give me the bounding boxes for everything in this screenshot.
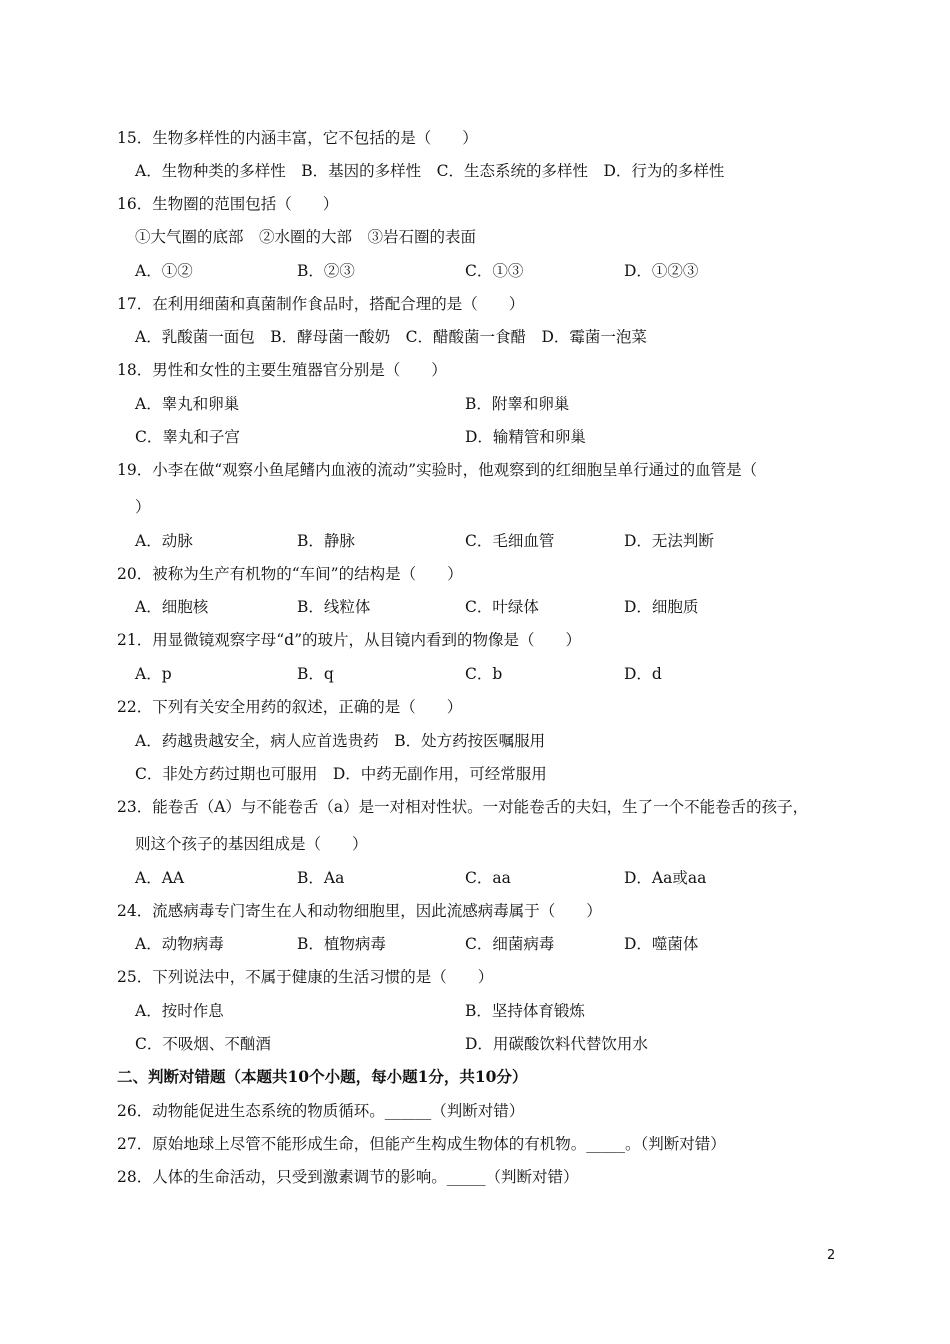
question-18-stem: 18．男性和女性的主要生殖器官分别是（ ） [117,361,447,379]
question-18-option-d: D．输精管和卵巢 [465,428,586,446]
question-24-option-b: B．植物病毒 [297,935,386,953]
question-20-option-a: A．细胞核 [135,598,209,616]
question-19-option-d: D．无法判断 [624,532,714,550]
question-16-option-b: B．②③ [297,262,355,280]
question-26: 26．动物能促进生态系统的物质循环。______（判断对错） [117,1102,525,1120]
question-21-stem: 21．用显微镜观察字母“d”的玻片，从目镜内看到的物像是（ ） [117,631,581,649]
question-24-option-a: A．动物病毒 [135,935,224,953]
question-24-option-c: C．细菌病毒 [465,935,555,953]
question-27: 27．原始地球上尽管不能形成生命，但能产生构成生物体的有机物。_____。（判断对错） [117,1135,726,1153]
question-16-option-c: C．①③ [465,262,524,280]
page-number: 2 [827,1248,836,1263]
question-25-option-b: B．坚持体育锻炼 [465,1002,585,1020]
section-2-heading: 二、判断对错题（本题共10个小题，每小题1分，共10分） [117,1067,528,1086]
question-23-option-b: B．Aa [297,869,345,887]
question-25-option-c: C．不吸烟、不酗酒 [135,1035,271,1053]
question-21-option-a: A．p [135,665,172,683]
question-22-options-line2: C．非处方药过期也可服用 D．中药无副作用，可经常服用 [135,765,547,783]
question-23-stem-cont: 则这个孩子的基因组成是（ ） [135,835,368,853]
question-19-option-c: C．毛细血管 [465,532,555,550]
question-16-option-d: D．①②③ [624,262,699,280]
question-22-options-line1: A．药越贵越安全，病人应首选贵药 B．处方药按医嘱服用 [135,732,546,750]
question-15-options: A．生物种类的多样性 B．基因的多样性 C．生态系统的多样性 D．行为的多样性 [135,162,725,180]
question-23-option-c: C．aa [465,869,511,887]
question-21-option-d: D．d [624,665,662,683]
question-22-stem: 22．下列有关安全用药的叙述，正确的是（ ） [117,698,463,716]
question-19-stem: 19．小李在做“观察小鱼尾鳍内血液的流动”实验时，他观察到的红细胞呈单行通过的血管是（ [117,461,758,479]
question-24-option-d: D．噬菌体 [624,935,699,953]
question-18-option-a: A．睾丸和卵巢 [135,395,240,413]
question-19-stem-cont: ） [135,498,151,516]
question-20-option-d: D．细胞质 [624,598,699,616]
question-25-option-a: A．按时作息 [135,1002,224,1020]
question-21-option-c: C．b [465,665,503,683]
question-24-stem: 24．流感病毒专门寄生在人和动物细胞里，因此流感病毒属于（ ） [117,902,602,920]
question-23-option-a: A．AA [135,869,185,887]
question-20-option-c: C．叶绿体 [465,598,539,616]
question-19-option-b: B．静脉 [297,532,355,550]
question-19-option-a: A．动脉 [135,532,193,550]
question-28: 28．人体的生命活动，只受到激素调节的影响。_____（判断对错） [117,1168,579,1186]
question-16-stem: 16．生物圈的范围包括（ ） [117,195,339,213]
question-17-stem: 17．在利用细菌和真菌制作食品时，搭配合理的是（ ） [117,295,525,313]
question-18-option-c: C．睾丸和子宫 [135,428,240,446]
question-16-option-a: A．①② [135,262,193,280]
question-17-options: A．乳酸菌一面包 B．酵母菌一酸奶 C．醋酸菌一食醋 D．霉菌一泡菜 [135,328,647,346]
question-18-option-b: B．附睾和卵巢 [465,395,570,413]
question-23-option-d: D．Aa或aa [624,869,707,887]
question-25-option-d: D．用碳酸饮料代替饮用水 [465,1035,648,1053]
question-20-option-b: B．线粒体 [297,598,371,616]
question-20-stem: 20．被称为生产有机物的“车间”的结构是（ ） [117,565,463,583]
question-16-items: ①大气圈的底部 ②水圈的大部 ③岩石圈的表面 [135,228,477,246]
question-15-stem: 15．生物多样性的内涵丰富，它不包括的是（ ） [117,129,478,147]
question-21-option-b: B．q [297,665,334,683]
question-25-stem: 25．下列说法中，不属于健康的生活习惯的是（ ） [117,968,494,986]
question-23-stem: 23．能卷舌（A）与不能卷舌（a）是一对相对性状。一对能卷舌的夫妇，生了一个不能卷舌的孩子， [117,798,809,816]
